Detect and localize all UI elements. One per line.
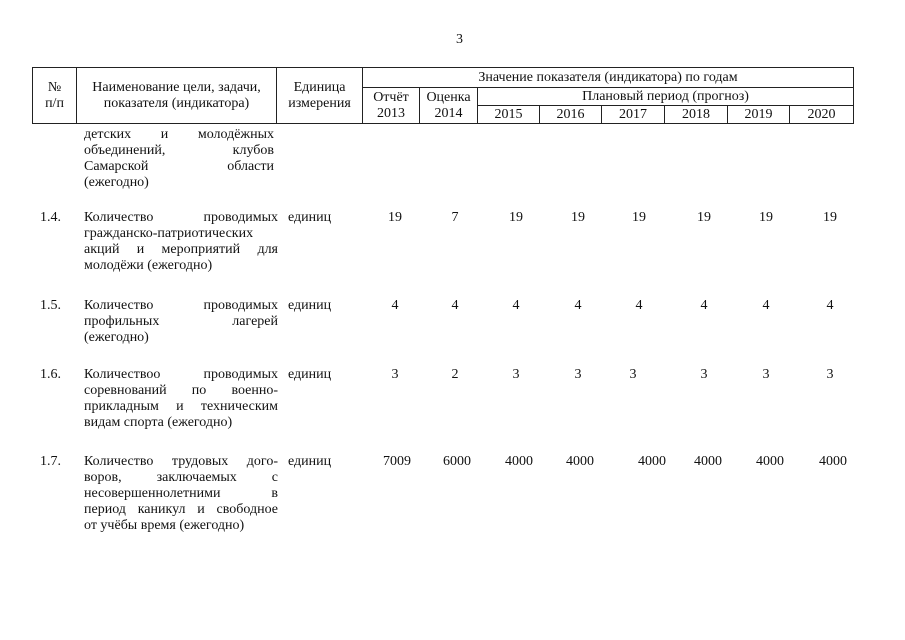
value-2020: 19 — [823, 210, 837, 225]
row-indicator-name — [84, 367, 278, 431]
header-num-label: № — [47, 79, 62, 95]
value-2017: 4000 — [638, 454, 666, 469]
continued-name-line: (ежегодно) — [84, 175, 149, 190]
value-2014: 2 — [451, 367, 459, 382]
header-plan-title: Плановый период (прогноз) — [478, 88, 854, 106]
value-2020: 4 — [826, 298, 834, 313]
row-name-line: гражданско-патриотических — [84, 226, 254, 241]
value-2015: 19 — [509, 210, 523, 225]
row-unit: единиц — [288, 210, 332, 225]
page-number: 3 — [456, 32, 463, 47]
continued-name-line: объединений, клубов — [84, 143, 274, 158]
row-name-line: (ежегодно) — [84, 330, 149, 345]
value-2016: 19 — [571, 210, 585, 225]
header-estimate-cell — [420, 88, 478, 124]
row-name-line: видам спорта (ежегодно) — [84, 415, 233, 430]
value-2020: 3 — [826, 367, 834, 382]
value-2015: 4 — [512, 298, 520, 313]
header-name-cell — [77, 68, 277, 124]
row-unit: единиц — [288, 454, 332, 469]
header-plan-year-2018: 2018 — [665, 106, 728, 124]
value-2017: 19 — [632, 210, 646, 225]
value-2020: 4000 — [819, 454, 847, 469]
value-2018: 4 — [700, 298, 708, 313]
header-values-title: Значение показателя (индикатора) по годам — [363, 68, 854, 88]
value-2018: 4000 — [694, 454, 722, 469]
row-number: 1.7. — [40, 454, 61, 469]
continued-indicator-name — [84, 127, 274, 191]
header-report-year: 2013 — [377, 105, 405, 121]
value-2019: 3 — [762, 367, 770, 382]
value-2013: 3 — [391, 367, 399, 382]
header-plan-year-2015: 2015 — [478, 106, 540, 124]
row-number: 1.5. — [40, 298, 61, 313]
value-2015: 3 — [512, 367, 520, 382]
continued-name-line: Самарской области — [84, 159, 274, 174]
row-indicator-name — [84, 454, 278, 534]
header-estimate-label: Оценка — [426, 89, 471, 105]
row-indicator-name — [84, 298, 278, 346]
header-unit-label-line1: Единица — [293, 79, 346, 95]
row-name-line: несовершеннолетними в — [84, 486, 278, 501]
value-2019: 4000 — [756, 454, 784, 469]
value-2018: 3 — [700, 367, 708, 382]
row-name-line: акций и мероприятий для — [84, 242, 278, 257]
continued-name-line: детских и молодёжных — [84, 127, 274, 142]
row-unit: единиц — [288, 298, 332, 313]
row-name-line: Количество проводимых — [84, 210, 278, 225]
header-unit-label-line2: измерения — [288, 95, 351, 111]
row-name-line: Количествоо проводимых — [84, 367, 278, 382]
value-2016: 4 — [574, 298, 582, 313]
value-2015: 4000 — [505, 454, 533, 469]
value-2013: 4 — [391, 298, 399, 313]
header-plan-year-2019: 2019 — [728, 106, 790, 124]
value-2018: 19 — [697, 210, 711, 225]
row-name-line: период каникул и свободное — [84, 502, 278, 517]
header-plan-year-2020: 2020 — [790, 106, 854, 124]
row-name-line: прикладным и техническим — [84, 399, 278, 414]
header-report-cell — [363, 88, 420, 124]
row-name-line: соревнований по военно- — [84, 383, 278, 398]
value-2014: 6000 — [443, 454, 471, 469]
header-plan-year-2016: 2016 — [540, 106, 602, 124]
row-unit: единиц — [288, 367, 332, 382]
indicator-table-header — [32, 67, 854, 124]
value-2013: 19 — [388, 210, 402, 225]
header-num-cell — [33, 68, 77, 124]
row-name-line: Количество проводимых — [84, 298, 278, 313]
row-indicator-name — [84, 210, 278, 274]
value-2019: 19 — [759, 210, 773, 225]
value-2016: 3 — [574, 367, 582, 382]
header-report-label: Отчёт — [373, 89, 409, 105]
header-name-label-line1: Наименование цели, задачи, — [92, 79, 261, 95]
header-unit-cell — [277, 68, 363, 124]
header-estimate-year: 2014 — [434, 105, 463, 121]
row-name-line: молодёжи (ежегодно) — [84, 258, 213, 273]
row-name-line: от учёбы время (ежегодно) — [84, 518, 245, 533]
value-2016: 4000 — [566, 454, 594, 469]
header-name-label-line2: показателя (индикатора) — [103, 95, 250, 111]
value-2019: 4 — [762, 298, 770, 313]
row-name-line: воров, заключаемых с — [84, 470, 278, 485]
row-name-line: Количество трудовых дого- — [84, 454, 278, 469]
row-number: 1.6. — [40, 367, 61, 382]
value-2014: 7 — [451, 210, 459, 225]
header-num-sublabel: п/п — [45, 95, 64, 111]
header-plan-year-2017: 2017 — [602, 106, 665, 124]
value-2013: 7009 — [383, 454, 411, 469]
value-2017: 3 — [629, 367, 637, 382]
row-number: 1.4. — [40, 210, 61, 225]
value-2014: 4 — [451, 298, 459, 313]
row-name-line: профильных лагерей — [84, 314, 278, 329]
value-2017: 4 — [635, 298, 643, 313]
